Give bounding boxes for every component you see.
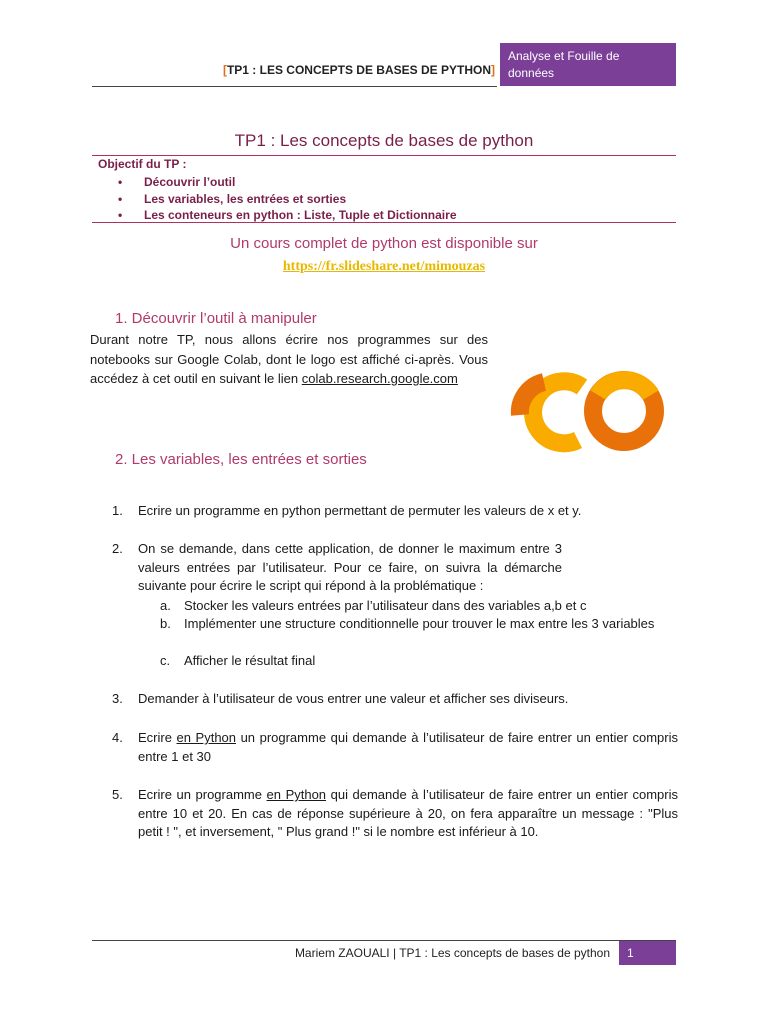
bullet-icon: • — [118, 175, 123, 189]
subitem-letter: a. — [160, 598, 171, 613]
item-text-post: un programme qui demande à l’utilisateur de faire entrer un entier compris entre 1 et 30 — [138, 730, 679, 764]
subitem-text: Implémenter une structure conditionnelle pour trouver le max entre les 3 variables — [184, 616, 655, 631]
objective-label: Objectif du TP : — [98, 157, 187, 171]
item-text — [138, 729, 678, 766]
bracket-open: [ — [222, 63, 227, 77]
item-text-pre: Ecrire un programme — [138, 787, 267, 802]
item-number: 4. — [112, 730, 123, 745]
course-notice: Un cours complet de python est disponible sur — [230, 235, 538, 252]
colab-logo-icon — [508, 365, 670, 457]
item-text-underlined: en Python — [176, 730, 237, 745]
course-link[interactable]: https://fr.slideshare.net/mimouzas — [282, 259, 486, 274]
footer-rule — [92, 940, 676, 941]
bullet-icon: • — [118, 208, 123, 222]
title-rule — [92, 155, 676, 156]
objective-rule — [92, 222, 676, 223]
item-number: 3. — [112, 691, 123, 706]
header-course-box: Analyse et Fouille de données — [500, 43, 676, 86]
section1-heading: 1. Découvrir l’outil à manipuler — [115, 310, 317, 327]
section1-paragraph — [90, 330, 488, 389]
objective-item-text: Les variables, les entrées et sorties — [144, 191, 347, 206]
bullet-icon: • — [118, 191, 123, 206]
document-title: TP1 : Les concepts de bases de python — [234, 131, 534, 150]
item-number: 5. — [112, 787, 123, 802]
subitem-text: Afficher le résultat final — [184, 653, 316, 668]
objective-item — [118, 174, 457, 191]
item-text: On se demande, dans cette application, de donner le maximum entre 3 valeurs entrées par l’utilisateur. Pour ce faire, on suivra la démarche suivante pour écrire le script qui répond à la problématique : — [138, 541, 562, 593]
header-title-text: TP1 : LES CONCEPTS DE BASES DE PYTHON — [226, 63, 491, 77]
section2-heading: 2. Les variables, les entrées et sorties — [115, 451, 367, 468]
objective-list — [118, 174, 457, 224]
item-number: 1. — [112, 503, 123, 518]
subitem-text: Stocker les valeurs entrées par l’utilisateur dans des variables a,b et c — [184, 598, 587, 613]
header-rule — [92, 86, 497, 87]
logo-o-light-arc — [598, 380, 651, 395]
item-text-pre: Ecrire — [138, 730, 177, 745]
subitem-letter: c. — [160, 653, 171, 668]
item-text — [138, 786, 678, 842]
page-number: 1 — [619, 941, 676, 965]
header-title — [200, 63, 495, 77]
objective-item — [118, 191, 457, 208]
item-text: Demander à l’utilisateur de vous entrer une valeur et afficher ses diviseurs. — [138, 691, 569, 706]
objective-item-text: Découvrir l’outil — [144, 175, 236, 189]
objective-item-text: Les conteneurs en python : Liste, Tuple et Dictionnaire — [144, 208, 457, 222]
item-number: 2. — [112, 541, 123, 556]
item-text: Ecrire un programme en python permettant de permuter les valeurs de x et y. — [138, 503, 582, 518]
subitem-letter: b. — [160, 616, 171, 631]
item-text-underlined: en Python — [266, 787, 327, 802]
footer-text: Mariem ZAOUALI | TP1 : Les concepts de bases de python — [294, 946, 610, 960]
colab-link[interactable]: colab.research.google.com — [301, 371, 458, 386]
section1-text: Durant notre TP, nous allons écrire nos programmes sur des notebooks sur Google Colab, dont le logo est affiché ci-après. Vous accédez à cet outil en suivant le lien — [90, 332, 488, 386]
item-text-post: qui demande à l’utilisateur de faire entrer un entier compris entre 10 et 20. En cas de réponse supérieure à 20, on fera apparaître un message : "Plus petit ! ", et inversement, " Plus grand !" si le nombre est inférieur à 10. — [138, 787, 679, 839]
bracket-close: ] — [491, 63, 495, 77]
